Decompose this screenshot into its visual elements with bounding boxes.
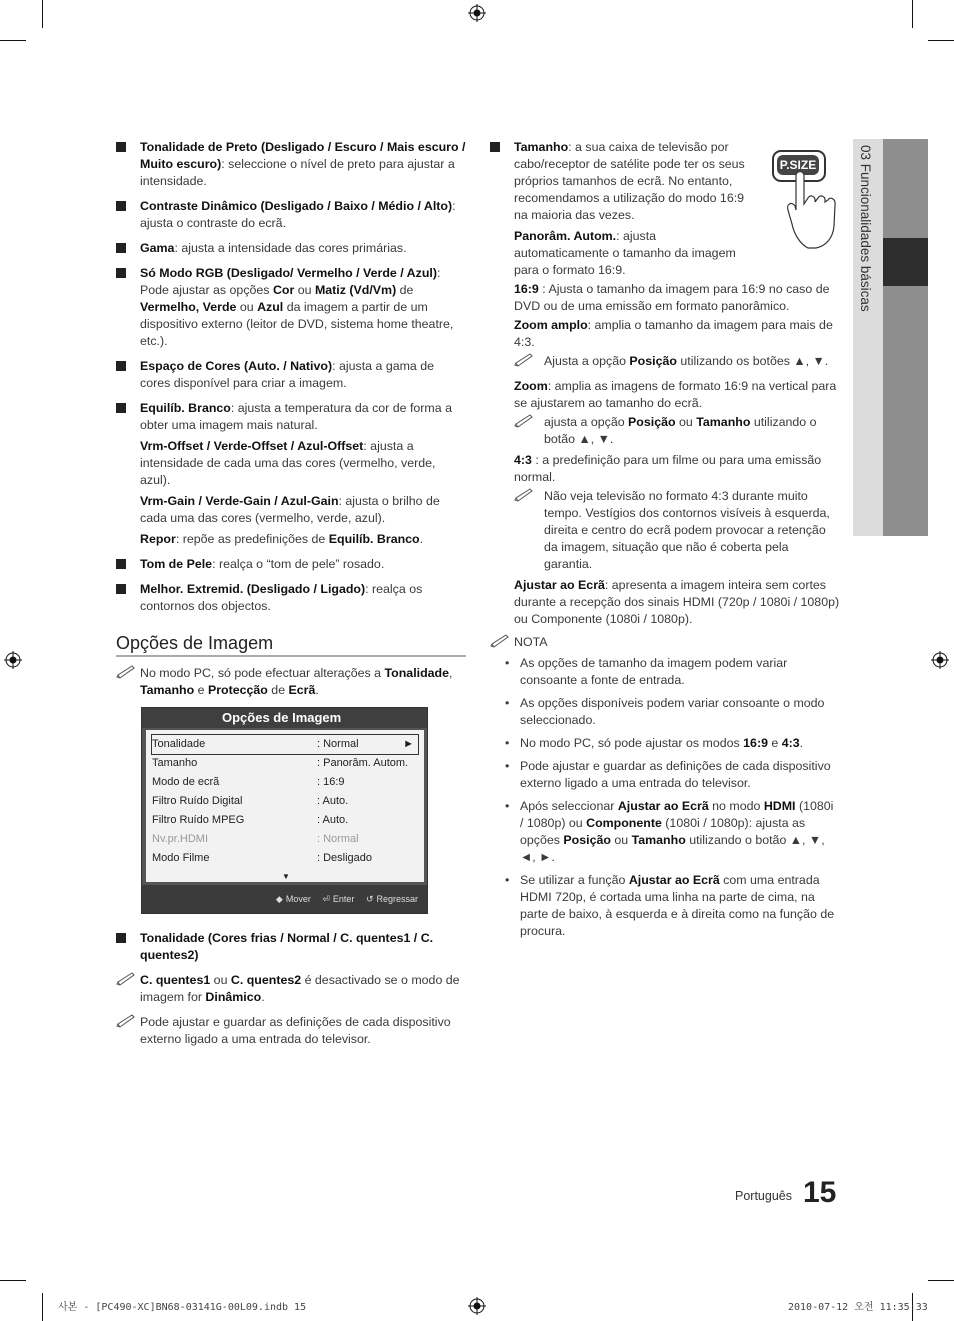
- osd-menu: [141, 707, 428, 914]
- crop-mark: [42, 1293, 43, 1321]
- sub-paragraph: Vrm-Offset / Verde-Offset / Azul-Offset: ajusta a intensidade de cada uma das cores (vermelho, verde, azul).: [140, 439, 436, 487]
- registration-mark-icon: [468, 1297, 486, 1315]
- chapter-tab-dark: [883, 139, 928, 536]
- osd-menu-row[interactable]: Modo Filme : Desligado: [152, 852, 373, 864]
- list-item: Tom de Pele: realça o “tom de pele” rosado.: [116, 556, 466, 573]
- return-icon: ↺: [365, 894, 374, 904]
- crop-mark: [928, 40, 954, 41]
- sub-paragraph: 16:9 : Ajusta o tamanho da imagem para 16:9 no caso de DVD ou de uma emissão em formato panorâmico.: [514, 282, 830, 313]
- print-footer-left: 사본 - [PC490-XC]BN68-03141G-00L09.indb 15: [58, 1302, 307, 1313]
- osd-menu-row[interactable]: Modo de ecrã : 16:9: [152, 776, 345, 788]
- bullet-item: • As opções de tamanho da imagem podem variar consoante a fonte de entrada.: [505, 655, 840, 689]
- note-pencil-icon: [116, 665, 136, 679]
- list-item: Melhor. Extremid. (Desligado / Ligado): realça os contornos dos objectos.: [116, 581, 466, 615]
- note: ajusta a opção Posição ou Tamanho utilizando o botão ▲, ▼.: [514, 414, 840, 448]
- chapter-title: 03 Funcionalidades básicas: [858, 145, 873, 312]
- sub-paragraph: 4:3 : a predefinição para um filme ou para uma emissão normal.: [514, 453, 822, 484]
- registration-mark-icon: [4, 651, 22, 669]
- crop-mark: [928, 1280, 954, 1281]
- sub-paragraph: Repor: repõe as predefinições de Equilíb. Branco.: [140, 532, 424, 546]
- note-pencil-icon: [514, 488, 534, 502]
- section-title: Opções de Imagem: [116, 635, 466, 657]
- sub-paragraph: Zoom: amplia as imagens de formato 16:9 na vertical para se ajustarem ao tamanho do ecrã.: [514, 379, 837, 410]
- move-icon: ◆: [275, 894, 283, 904]
- sub-paragraph: Zoom amplo: amplia o tamanho da imagem para mais de 4:3.: [514, 318, 833, 349]
- list-item: Tonalidade (Cores frias / Normal / C. quentes1 / C. quentes2): [116, 930, 466, 964]
- note: Ajusta a opção Posição utilizando os botões ▲, ▼.: [514, 353, 840, 370]
- osd-menu-row[interactable]: Tonalidade : Normal ►: [151, 734, 419, 755]
- print-footer-right: 2010-07-12 오전 11:35:33: [788, 1302, 928, 1313]
- crop-mark: [42, 0, 43, 28]
- list-item: Equilíb. Branco: ajusta a temperatura da cor de forma a obter uma imagem mais natural.: [116, 400, 466, 434]
- osd-menu-footer: ◆ Mover ⏎ Enter ↺ Regressar: [142, 885, 427, 913]
- osd-menu-row: Nv.pr.HDMI : Normal: [152, 833, 359, 845]
- note: Pode ajustar e guardar as definições de cada dispositivo externo ligado a uma entrada do televisor.: [116, 1014, 466, 1048]
- chapter-tab-marker: [883, 238, 928, 286]
- enter-icon: ⏎: [322, 894, 330, 904]
- bullet-item: • No modo PC, só pode ajustar os modos 16:9 e 4:3.: [505, 735, 840, 752]
- note-pencil-icon: [116, 1014, 136, 1028]
- registration-mark-icon: [931, 651, 949, 669]
- note-pencil-icon: [490, 634, 510, 648]
- page-language: Português: [735, 1189, 792, 1203]
- note-pencil-icon: [514, 414, 534, 428]
- page-number: 15: [803, 1176, 837, 1209]
- list-item: Contraste Dinâmico (Desligado / Baixo / Médio / Alto): ajusta o contraste do ecrã.: [116, 198, 466, 232]
- note: No modo PC, só pode efectuar alterações a Tonalidade, Tamanho e Protecção de Ecrã.: [116, 665, 466, 699]
- note-title: NOTA: [490, 634, 840, 651]
- osd-menu-row[interactable]: Filtro Ruído Digital : Auto.: [152, 795, 349, 807]
- list-item: Espaço de Cores (Auto. / Nativo): ajusta a gama de cores disponível para criar a imagem.: [116, 358, 466, 392]
- list-item: Tamanho: a sua caixa de televisão por cabo/receptor de satélite pode ter os seus próprios tamanhos de ecrã. No entanto, recomendamos a utilização do modo 16:9 na maioria das vezes.: [490, 139, 840, 224]
- osd-menu-title: Opções de Imagem: [142, 708, 427, 728]
- left-column: [116, 139, 466, 1056]
- bullet-item: • Pode ajustar e guardar as definições de cada dispositivo externo ligado a uma entrada do televisor.: [505, 758, 840, 792]
- scroll-down-icon[interactable]: ▼: [282, 872, 290, 881]
- note-pencil-icon: [116, 972, 136, 986]
- note-pencil-icon: [514, 353, 534, 367]
- bullet-item: • Após seleccionar Ajustar ao Ecrã no modo HDMI (1080i / 1080p) ou Componente (1080i / 1080p): ajusta as opções Posição ou Tamanho utilizando o botão ▲, ▼, ◄, ►.: [505, 798, 840, 866]
- list-item: Só Modo RGB (Desligado/ Vermelho / Verde / Azul): Pode ajustar as opções Cor ou Matiz (Vd/Vm) de Vermelho, Verde ou Azul da imagem a partir de um dispositivo externo (leitor de DVD, sistema home theatre, etc.).: [116, 265, 466, 350]
- list-item: Tonalidade de Preto (Desligado / Escuro / Mais escuro / Muito escuro): seleccione o nível de preto para ajustar a intensidade.: [116, 139, 466, 190]
- osd-menu-row[interactable]: Tamanho : Panorâm. Autom.: [152, 757, 409, 769]
- right-column: [490, 139, 840, 946]
- note: C. quentes1 ou C. quentes2 é desactivado se o modo de imagem for Dinâmico.: [116, 972, 466, 1006]
- list-item: Gama: ajusta a intensidade das cores primárias.: [116, 240, 466, 257]
- osd-menu-body: [146, 730, 424, 882]
- right-arrow-icon: ►: [403, 738, 414, 750]
- crop-mark: [0, 40, 26, 41]
- bullet-item: • As opções disponíveis podem variar consoante o modo seleccionado.: [505, 695, 840, 729]
- sub-paragraph: Ajustar ao Ecrã: apresenta a imagem inteira sem cortes durante a recepção dos sinais HDMI (720p / 1080i / 1080p) ou Componente (1080i / 1080p).: [514, 578, 840, 626]
- bullet-item: • Se utilizar a função Ajustar ao Ecrã com uma entrada HDMI 720p, é cortada uma linha na parte de cima, na parte de baixo, à esquerda e à direita como na função de procura.: [505, 872, 840, 940]
- note: Não veja televisão no formato 4:3 durante muito tempo. Vestígios dos contornos visíveis à esquerda, direita e centro do ecrã podem provocar a retenção da imagem, situação que não é coberta pela garantia.: [514, 488, 840, 573]
- crop-mark: [0, 1280, 26, 1281]
- sub-paragraph: Panorâm. Autom.: ajusta automaticamente o tamanho da imagem para o formato 16:9.: [514, 229, 736, 277]
- osd-menu-row[interactable]: Filtro Ruído MPEG : Auto.: [152, 814, 349, 826]
- sub-paragraph: Vrm-Gain / Verde-Gain / Azul-Gain: ajusta o brilho de cada uma das cores (vermelho, verde, azul).: [140, 494, 440, 525]
- psize-button: P.SIZE: [772, 150, 826, 182]
- registration-mark-icon: [468, 4, 486, 22]
- crop-mark: [912, 0, 913, 28]
